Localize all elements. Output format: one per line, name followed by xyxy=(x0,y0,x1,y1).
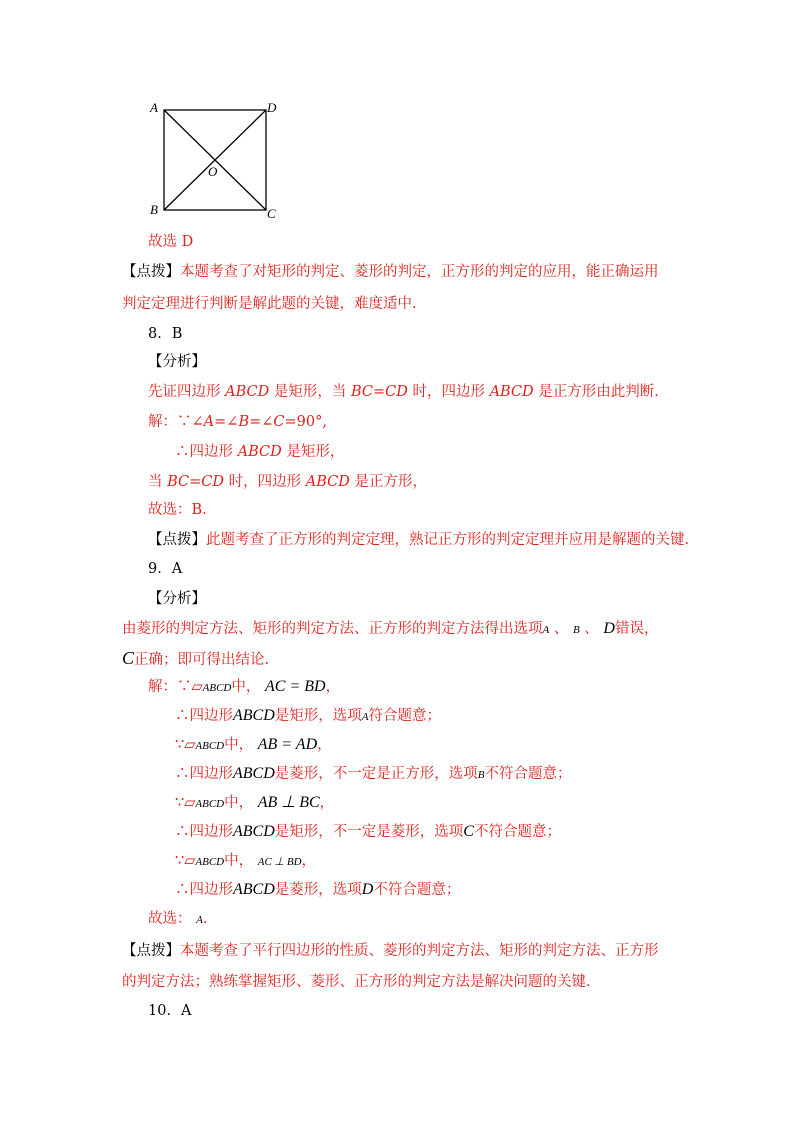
q8-solution-line2: ∴四边形 ABCD 是矩形， xyxy=(175,444,345,460)
q9-solution-line4: ∴四边形ABCD是菱形，不一定是正方形，选项B不符合题意； xyxy=(175,765,572,782)
q10-number: 10．A xyxy=(148,1003,192,1019)
q8-comment-tag: 【点拨】 xyxy=(148,532,206,548)
q8-comment: 【点拨】此题考查了正方形的判定定理，熟记正方形的判定定理并应用是解题的关键. xyxy=(148,532,690,548)
q8-solution-line3: 当 BC=CD 时，四边形 ABCD 是正方形， xyxy=(148,474,427,490)
q9-answer: 故选： A. xyxy=(148,911,208,927)
q9-solution-line7: ∵▱ABCD中， AC ⊥ BD， xyxy=(175,853,317,869)
vertex-label-d: D xyxy=(267,100,277,115)
square-diagonals-figure xyxy=(140,96,290,222)
q9-solution-line3: ∵▱ABCD中， AB = AD， xyxy=(175,736,332,753)
q8-analysis: 先证四边形 ABCD 是矩形，当 BC=CD 时，四边形 ABCD 是正方形由此判断. xyxy=(148,384,659,400)
vertex-label-a: A xyxy=(150,100,158,115)
q7-comment-tag: 【点拨】 xyxy=(122,264,180,280)
q9-solution-line2: ∴四边形ABCD是矩形，选项A符合题意； xyxy=(175,707,442,724)
q7-comment-line2: 判定定理进行判断是解此题的关键，难度适中. xyxy=(122,296,417,312)
q7-answer: 故选 D xyxy=(148,234,194,250)
vertex-label-c: C xyxy=(267,206,276,221)
q7-comment-line1 xyxy=(122,262,659,282)
q8-answer: 故选：B. xyxy=(148,502,207,518)
q9-analysis-line1: 由菱形的判定方法、矩形的判定方法、正方形的判定方法得出选项A 、 B 、 D错误， xyxy=(122,620,659,637)
q9-analysis-tag: 【分析】 xyxy=(148,591,206,607)
q8-analysis-tag: 【分析】 xyxy=(148,354,206,370)
q9-solution-line6: ∴四边形ABCD是矩形，不一定是菱形，选项C不符合题意； xyxy=(175,823,561,840)
q9-solution-line8: ∴四边形ABCD是菱形，选项D不符合题意； xyxy=(175,881,461,898)
q9-solution-line1: 解：∵▱ABCD中， AC = BD， xyxy=(148,678,341,695)
q9-comment-line1: 【点拨】本题考查了平行四边形的性质、菱形的判定方法、矩形的判定方法、正方形 xyxy=(122,943,659,959)
q9-solution-line5: ∵▱ABCD中， AB ⊥ BC， xyxy=(175,794,335,811)
q7-comment-text1: 本题考查了对矩形的判定、菱形的判定，正方形的判定的应用，能正确运用 xyxy=(180,264,659,280)
q9-number: 9．A xyxy=(148,561,183,577)
q8-number: 8．B xyxy=(148,326,183,342)
q8-solution-line1: 解：∵∠A=∠B=∠C=90°, xyxy=(148,414,327,430)
q9-comment-tag: 【点拨】 xyxy=(122,943,180,959)
q9-comment-line2: 的判定方法；熟练掌握矩形、菱形、正方形的判定方法是解决问题的关键. xyxy=(122,974,591,990)
q9-analysis-line2: C正确；即可得出结论. xyxy=(122,648,270,668)
center-label-o: O xyxy=(208,164,218,179)
vertex-label-b: B xyxy=(150,202,158,217)
